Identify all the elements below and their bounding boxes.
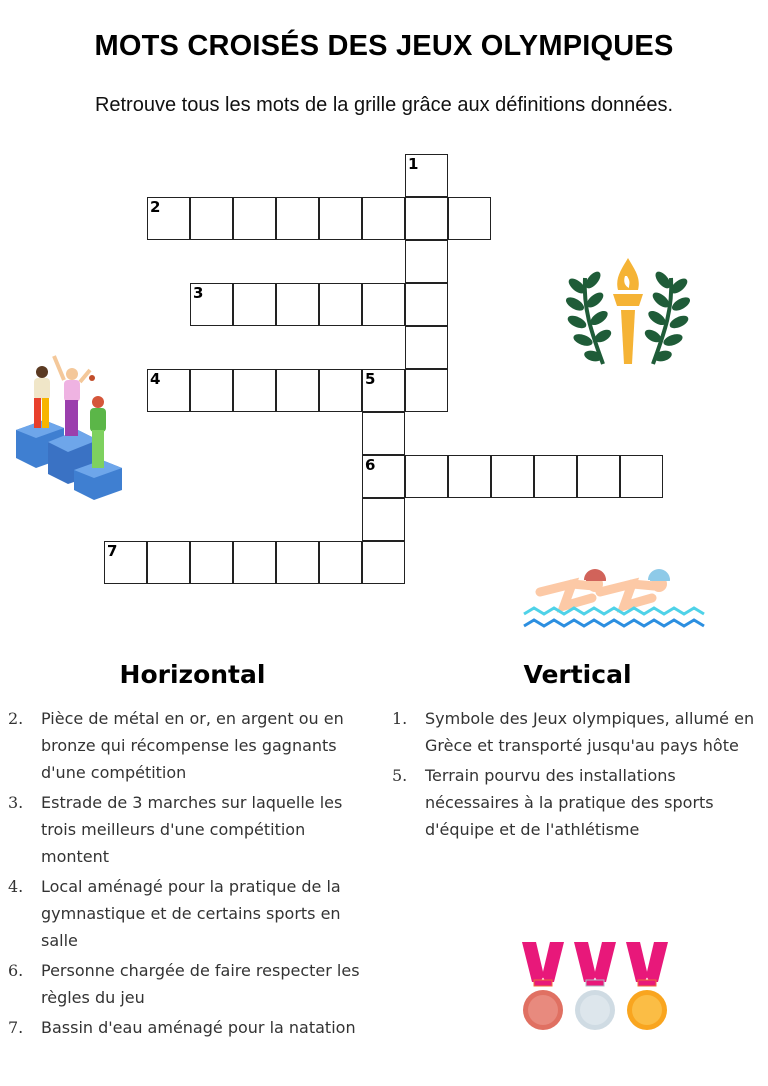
crossword-cell[interactable] xyxy=(319,283,362,326)
horizontal-heading: Horizontal xyxy=(119,660,266,689)
crossword-cell[interactable] xyxy=(362,412,405,455)
clue-number: 3 xyxy=(193,284,204,302)
clue-item xyxy=(392,705,762,759)
clue-item xyxy=(8,957,378,1011)
crossword-cell[interactable] xyxy=(362,197,405,240)
clue-item-text: Local aménagé pour la pratique de la gymnastique et de certains sports en salle xyxy=(41,877,341,950)
crossword-cell[interactable] xyxy=(147,197,190,240)
clue-item-number: 2. xyxy=(8,709,24,728)
crossword-cell[interactable] xyxy=(405,197,448,240)
crossword-cell[interactable] xyxy=(319,369,362,412)
crossword-cell[interactable] xyxy=(104,541,147,584)
clue-number: 5 xyxy=(365,370,376,388)
olympic-torch-laurel-icon xyxy=(563,256,693,368)
clue-number: 2 xyxy=(150,198,161,216)
crossword-cell[interactable] xyxy=(319,197,362,240)
crossword-cell[interactable] xyxy=(362,283,405,326)
clue-item-number: 3. xyxy=(8,793,24,812)
crossword-cell[interactable] xyxy=(405,369,448,412)
page-title: MOTS CROISÉS DES JEUX OLYMPIQUES xyxy=(94,30,674,62)
clue-item xyxy=(8,873,378,954)
clue-item-number: 1. xyxy=(392,709,408,728)
swimmers-icon xyxy=(522,566,712,636)
crossword-cell[interactable] xyxy=(233,283,276,326)
crossword-cell[interactable] xyxy=(319,541,362,584)
vertical-clue-list xyxy=(392,705,762,846)
clue-item xyxy=(392,762,762,843)
clue-item-text: Pièce de métal en or, en argent ou en bronze qui récompense les gagnants d'une compétition xyxy=(41,709,344,782)
crossword-cell[interactable] xyxy=(620,455,663,498)
crossword-cell[interactable] xyxy=(405,326,448,369)
clue-number: 1 xyxy=(408,155,419,173)
crossword-cell[interactable] xyxy=(190,369,233,412)
clue-item xyxy=(8,1014,378,1041)
clue-item-text: Terrain pourvu des installations nécessaires à la pratique des sports d'équipe et de l'athlétisme xyxy=(425,766,714,839)
clue-item-number: 4. xyxy=(8,877,24,896)
clue-number: 6 xyxy=(365,456,376,474)
crossword-cell[interactable] xyxy=(233,541,276,584)
clue-item xyxy=(8,705,378,786)
vertical-heading: Vertical xyxy=(523,660,632,689)
crossword-cell[interactable] xyxy=(362,455,405,498)
crossword-cell[interactable] xyxy=(577,455,620,498)
crossword-cell[interactable] xyxy=(362,369,405,412)
crossword-cell[interactable] xyxy=(405,283,448,326)
crossword-cell[interactable] xyxy=(276,541,319,584)
clue-item-text: Estrade de 3 marches sur laquelle les trois meilleurs d'une compétition montent xyxy=(41,793,343,866)
crossword-cell[interactable] xyxy=(276,369,319,412)
crossword-cell[interactable] xyxy=(276,283,319,326)
medals-icon xyxy=(520,942,672,1036)
crossword-cell[interactable] xyxy=(190,197,233,240)
clue-item-number: 7. xyxy=(8,1018,24,1037)
crossword-cell[interactable] xyxy=(190,541,233,584)
clue-item xyxy=(8,789,378,870)
crossword-cell[interactable] xyxy=(405,455,448,498)
crossword-cell[interactable] xyxy=(233,369,276,412)
crossword-cell[interactable] xyxy=(190,283,233,326)
clue-item-text: Personne chargée de faire respecter les règles du jeu xyxy=(41,961,360,1007)
crossword-cell[interactable] xyxy=(491,455,534,498)
crossword-cell[interactable] xyxy=(534,455,577,498)
clue-item-text: Symbole des Jeux olympiques, allumé en Grèce et transporté jusqu'au pays hôte xyxy=(425,709,755,755)
crossword-cell[interactable] xyxy=(448,197,491,240)
crossword-cell[interactable] xyxy=(233,197,276,240)
clue-item-text: Bassin d'eau aménagé pour la natation xyxy=(41,1018,356,1037)
podium-winners-icon xyxy=(14,350,126,500)
crossword-cell[interactable] xyxy=(405,154,448,197)
crossword-cell[interactable] xyxy=(405,240,448,283)
horizontal-clue-list xyxy=(8,705,378,1044)
instructions: Retrouve tous les mots de la grille grâce aux définitions données. xyxy=(94,94,674,116)
crossword-cell[interactable] xyxy=(448,455,491,498)
clue-item-number: 5. xyxy=(392,766,408,785)
crossword-cell[interactable] xyxy=(362,541,405,584)
clue-item-number: 6. xyxy=(8,961,24,980)
crossword-cell[interactable] xyxy=(147,541,190,584)
crossword-cell[interactable] xyxy=(276,197,319,240)
crossword-cell[interactable] xyxy=(147,369,190,412)
crossword-cell[interactable] xyxy=(362,498,405,541)
clue-number: 7 xyxy=(107,542,118,560)
clue-number: 4 xyxy=(150,370,161,388)
